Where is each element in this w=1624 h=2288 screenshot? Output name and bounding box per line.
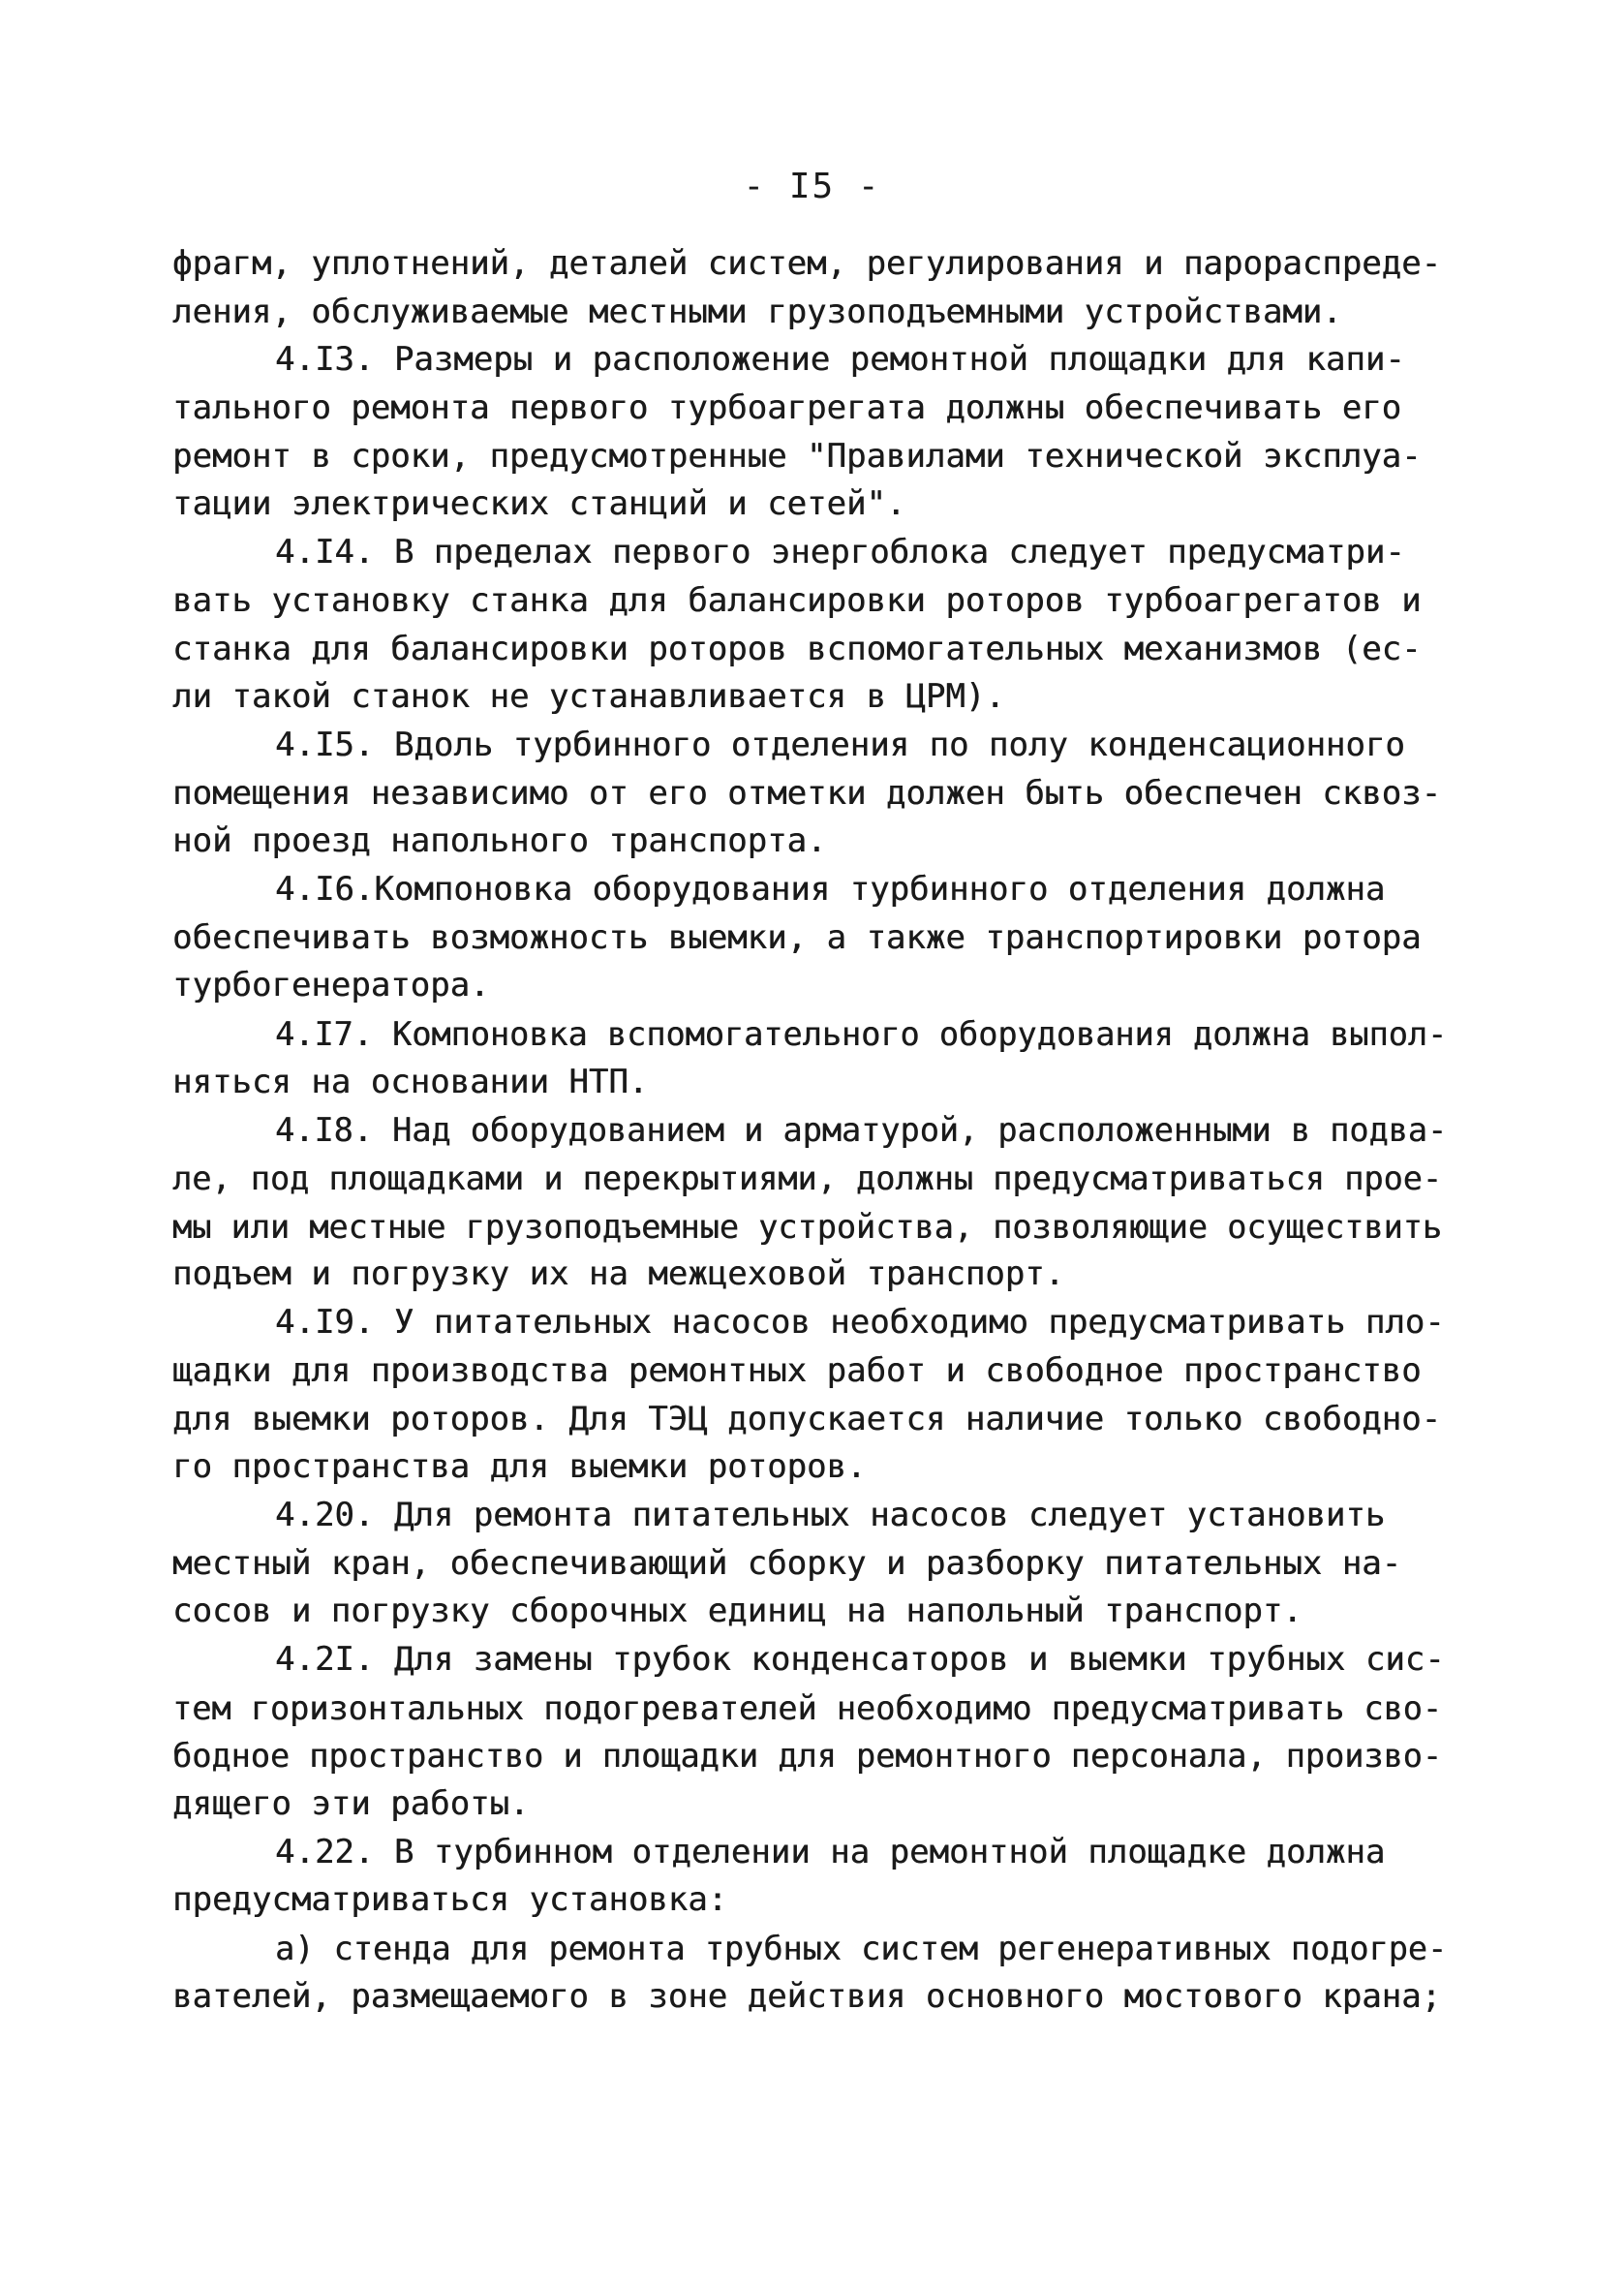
text-line: вателей, размещаемого в зоне действия основного мостового крана; (172, 1976, 1442, 2016)
text-line: го пространства для выемки роторов. (172, 1447, 867, 1487)
text-line: ли такой станок не устанавливается в ЦРМ). (172, 677, 1005, 717)
text-line: 4.22. В турбинном отделении на ремонтной площадке должна (275, 1832, 1386, 1871)
text-line: а) стенда для ремонта трубных систем регенеративных подогре- (275, 1930, 1448, 1968)
text-line: тального ремонта первого турбоагрегата должны обеспечивать его (172, 388, 1402, 428)
text-line: бодное пространство и площадки для ремонтного персонала, произво- (172, 1737, 1442, 1776)
text-line: ремонт в сроки, предусмотренные "Правилами технической эксплуа- (172, 436, 1422, 476)
text-line: станка для балансировки роторов вспомогательных механизмов (ес- (172, 629, 1422, 668)
text-line: обеспечивать возможность выемки, а также транспортировки ротора (172, 917, 1422, 957)
text-line: 4.I8. Над оборудованием и арматурой, расположенными в подва- (275, 1111, 1448, 1150)
text-line: предусматриваться установка: (172, 1880, 728, 1920)
text-line: няться на основании НТП. (172, 1062, 649, 1101)
text-line: тем горизонтальных подогревателей необходимо предусматривать сво- (172, 1688, 1442, 1727)
text-line: 4.I3. Размеры и расположение ремонтной площадки для капи- (275, 340, 1405, 380)
text-line: ления, обслуживаемые местными грузоподъемными устройствами. (172, 292, 1342, 331)
text-line: вать установку станка для балансировки роторов турбоагрегатов и (172, 580, 1422, 620)
text-line: помещения независимо от его отметки должен быть обеспечен сквоз- (172, 773, 1442, 813)
text-line: тации электрических станций и сетей". (172, 484, 906, 524)
text-line: 4.I5. Вдоль турбинного отделения по полу конденсационного (275, 725, 1405, 764)
text-line: местный кран, обеспечивающий сборку и разборку питательных на- (172, 1543, 1402, 1583)
text-line: щадки для производства ремонтных работ и свободное пространство (172, 1350, 1422, 1390)
text-line: сосов и погрузку сборочных единиц на напольный транспорт. (172, 1592, 1302, 1631)
text-line: турбогенератора. (172, 966, 490, 1005)
body-text (172, 240, 1460, 2021)
text-line: дящего эти работы. (172, 1784, 530, 1823)
text-line: 4.I7. Компоновка вспомогательного оборудования должна выпол- (275, 1015, 1448, 1053)
text-line: ной проезд напольного транспорта. (172, 821, 827, 861)
text-line: 4.20. Для ремонта питательных насосов следует установить (275, 1495, 1386, 1534)
text-line: 4.I6.Компоновка оборудования турбинного отделения должна (275, 869, 1386, 909)
text-line: 4.I9. У питательных насосов необходимо предусматривать пло- (275, 1303, 1445, 1343)
text-line: ле, под площадками и перекрытиями, должны предусматриваться прое- (172, 1159, 1442, 1198)
text-line: для выемки роторов. Для ТЭЦ допускается наличие только свободно- (172, 1399, 1442, 1438)
text-line: подъем и погрузку их на межцеховой транспорт. (172, 1254, 1065, 1294)
page-number: - I5 - (743, 167, 881, 206)
text-line: 4.2I. Для замены трубок конденсаторов и выемки трубных сис- (275, 1639, 1445, 1679)
text-line: фрагм, уплотнений, деталей систем, регулирования и парораспреде- (172, 244, 1442, 283)
text-line: 4.I4. В пределах первого энергоблока следует предусматри- (275, 533, 1405, 572)
text-line: мы или местные грузоподъемные устройства, позволяющие осуществить (172, 1207, 1442, 1246)
